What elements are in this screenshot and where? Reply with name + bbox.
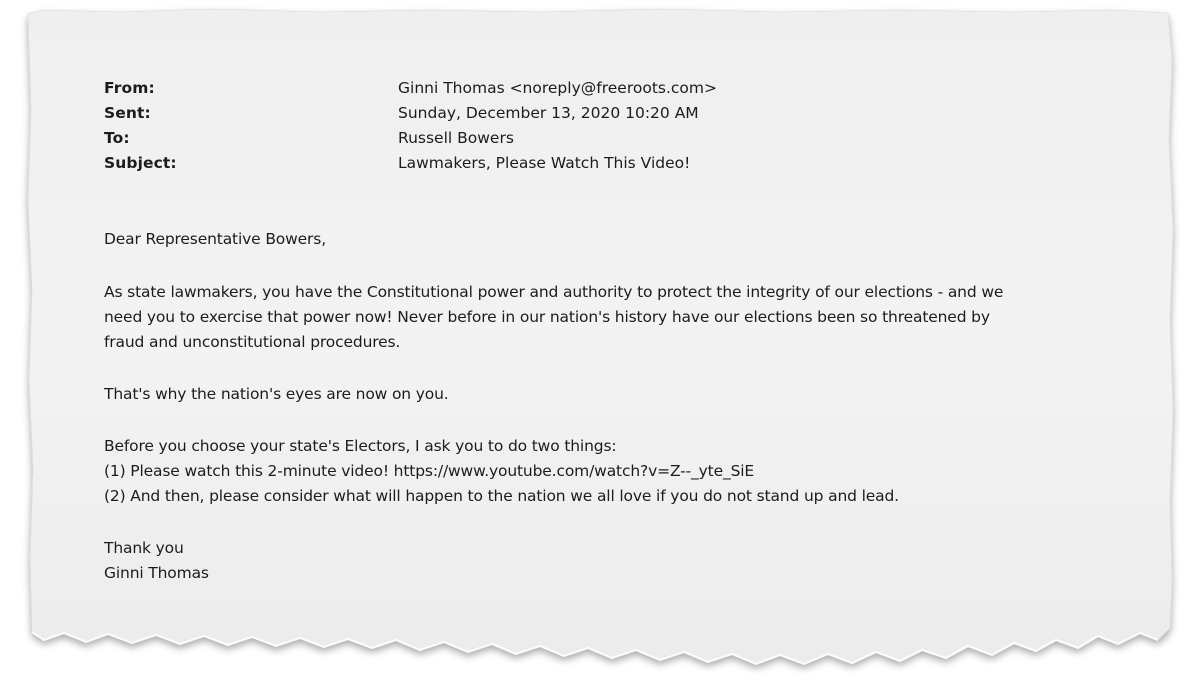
from-label: From: (104, 79, 155, 97)
from-value: Ginni Thomas <noreply@freeroots.com> (398, 79, 717, 97)
paragraph-1-line-3: fraud and unconstitutional procedures. (104, 333, 401, 351)
paragraph-1-line-1: As state lawmakers, you have the Constitutional power and authority to protect the integrity of our elections - and we (104, 283, 1004, 301)
subject-label: Subject: (104, 154, 177, 172)
paragraph-3-line-1: Before you choose your state's Electors, I ask you to do two things: (104, 437, 617, 455)
subject-value: Lawmakers, Please Watch This Video! (398, 154, 691, 172)
to-value: Russell Bowers (398, 129, 514, 147)
greeting: Dear Representative Bowers, (104, 230, 326, 248)
sent-label: Sent: (104, 104, 151, 122)
signature: Ginni Thomas (104, 564, 209, 582)
paragraph-1-line-2: need you to exercise that power now! Never before in our nation's history have our elections been so threatened by (104, 308, 990, 326)
paragraph-3-line-2: (1) Please watch this 2-minute video! https://www.youtube.com/watch?v=Z--_yte_SiE (104, 462, 755, 480)
to-label: To: (104, 129, 130, 147)
paragraph-3-line-3: (2) And then, please consider what will happen to the nation we all love if you do not stand up and lead. (104, 487, 899, 505)
paragraph-2: That's why the nation's eyes are now on you. (104, 385, 449, 403)
closing: Thank you (104, 539, 184, 557)
sent-value: Sunday, December 13, 2020 10:20 AM (398, 104, 699, 122)
